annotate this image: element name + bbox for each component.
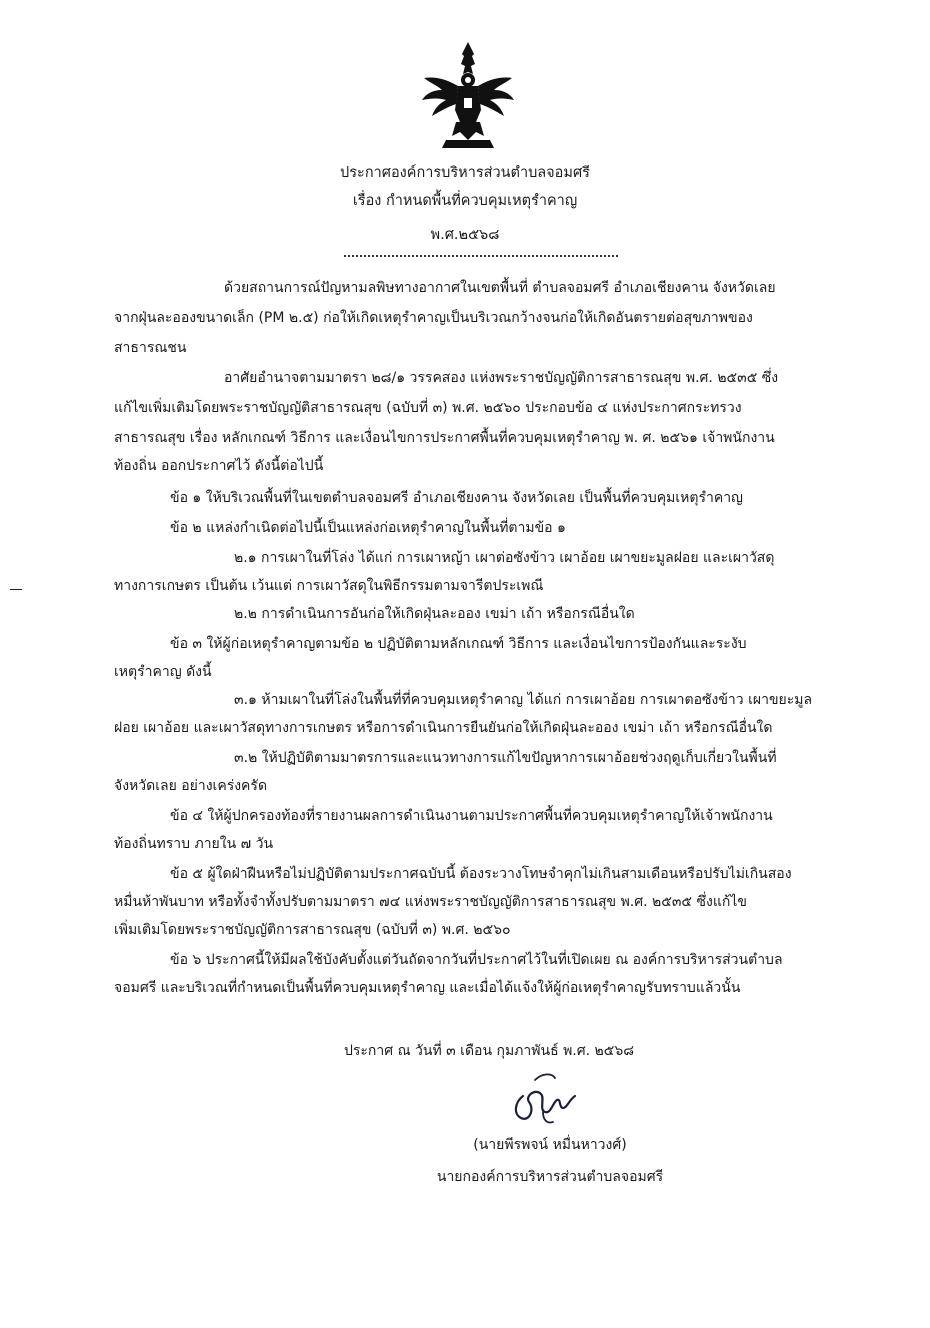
body-line: หมื่นห้าพันบาท หรือทั้งจำทั้งปรับตามมาตรา ๗๔ แห่งพระราชบัญญัติการสาธารณสุข พ.ศ. ๒๕๓๕ ซึ่งแก้ไข xyxy=(114,894,747,910)
body-line: สาธารณชน xyxy=(114,340,187,356)
body-line: อาศัยอำนาจตามมาตรา ๒๘/๑ วรรคสอง แห่งพระราชบัญญัติการสาธารณสุข พ.ศ. ๒๕๓๕ ซึ่ง xyxy=(224,370,779,386)
clause-5: ข้อ ๕ ผู้ใดฝ่าฝืนหรือไม่ปฏิบัติตามประกาศฉบับนี้ ต้องระวางโทษจำคุกไม่เกินสามเดือนหรือปรับไม่เกินสอง xyxy=(170,866,792,882)
body-line: ท้องถิ่นทราบ ภายใน ๗ วัน xyxy=(114,836,274,852)
clause-2-2: ๒.๒ การดำเนินการอันก่อให้เกิดฝุ่นละออง เขม่า เถ้า หรือกรณีอื่นใด xyxy=(234,606,635,622)
announcement-year: พ.ศ.๒๕๖๘ xyxy=(430,227,500,243)
body-line: จอมศรี และบริเวณที่กำหนดเป็นพื้นที่ควบคุมเหตุรำคาญ และเมื่อได้แจ้งให้ผู้ก่อเหตุรำคาญรับทราบแล้วนั้น xyxy=(114,980,741,996)
announcement-date: ประกาศ ณ วันที่ ๓ เดือน กุมภาพันธ์ พ.ศ. ๒๕๖๘ xyxy=(344,1043,635,1059)
clause-3: ข้อ ๓ ให้ผู้ก่อเหตุรำคาญตามข้อ ๒ ปฏิบัติตามหลักเกณฑ์ วิธีการ และเงื่อนไขการป้องกันและระงับ xyxy=(170,636,747,652)
garuda-emblem-icon xyxy=(418,40,518,152)
body-line: ทางการเกษตร เป็นต้น เว้นแต่ การเผาวัสดุในพิธีกรรมตามจารีตประเพณี xyxy=(114,578,544,594)
handwritten-signature xyxy=(505,1066,585,1128)
clause-4: ข้อ ๔ ให้ผู้ปกครองท้องที่รายงานผลการดำเนินงานตามประกาศพื้นที่ควบคุมเหตุรำคาญให้เจ้าพนักงาน xyxy=(170,808,773,824)
signer-name: (นายพีรพจน์ หมื่นหาวงศ์) xyxy=(473,1137,627,1153)
announcement-title: ประกาศองค์การบริหารส่วนตำบลจอมศรี xyxy=(340,165,590,181)
clause-6: ข้อ ๖ ประกาศนี้ให้มีผลใช้บังคับตั้งแต่วันถัดจากวันที่ประกาศไว้ในที่เปิดเผย ณ องค์การบริหารส่วนตำบล xyxy=(170,952,783,968)
clause-2-1: ๒.๑ การเผาในที่โล่ง ได้แก่ การเผาหญ้า เผาต่อซังข้าว เผาอ้อย เผาขยะมูลฝอย และเผาวัสดุ xyxy=(234,550,775,566)
clause-3-2: ๓.๒ ให้ปฏิบัติตามมาตรการและแนวทางการแก้ไขปัญหาการเผาอ้อยช่วงฤดูเก็บเกี่ยวในพื้นที่ xyxy=(234,750,777,766)
body-line: เพิ่มเติมโดยพระราชบัญญัติการสาธารณสุข (ฉบับที่ ๓) พ.ศ. ๒๕๖๐ xyxy=(114,922,511,938)
announcement-subject: เรื่อง กำหนดพื้นที่ควบคุมเหตุรำคาญ xyxy=(352,193,578,209)
body-line: จากฝุ่นละอองขนาดเล็ก (PM ๒.๕) ก่อให้เกิดเหตุรำคาญเป็นบริเวณกว้างจนก่อให้เกิดอันตรายต่อสุขภาพของ xyxy=(114,310,753,326)
margin-mark xyxy=(10,589,22,590)
body-line: เหตุรำคาญ ดังนี้ xyxy=(114,664,212,680)
body-line: ท้องถิ่น ออกประกาศไว้ ดังนี้ต่อไปนี้ xyxy=(114,458,324,474)
body-line: สาธารณสุข เรื่อง หลักเกณฑ์ วิธีการ และเงื่อนไขการประกาศพื้นที่ควบคุมเหตุรำคาญ พ. ศ. ๒๕๖๑ เจ้าพนักงาน xyxy=(114,430,775,446)
body-line: ฝอย เผาอ้อย และเผาวัสดุทางการเกษตร หรือการดำเนินการยืนยันก่อให้เกิดฝุ่นละออง เขม่า เถ้า หรือกรณีอื่นใด xyxy=(114,720,773,736)
body-line: แก้ไขเพิ่มเติมโดยพระราชบัญญัติสาธารณสุข (ฉบับที่ ๓) พ.ศ. ๒๕๖๐ ประกอบข้อ ๔ แห่งประกาศกระทรวง xyxy=(114,400,742,416)
clause-3-1: ๓.๑ ห้ามเผาในที่โล่งในพื้นที่ที่ควบคุมเหตุรำคาญ ได้แก่ การเผาอ้อย การเผาตอซังข้าว เผาขยะมูล xyxy=(234,692,813,708)
clause-2: ข้อ ๒ แหล่งกำเนิดต่อไปนี้เป็นแหล่งก่อเหตุรำคาญในพื้นที่ตามข้อ ๑ xyxy=(170,520,566,536)
body-line: จังหวัดเลย อย่างเคร่งครัด xyxy=(114,778,268,794)
signer-position: นายกองค์การบริหารส่วนตำบลจอมศรี xyxy=(436,1169,664,1185)
clause-1: ข้อ ๑ ให้บริเวณพื้นที่ในเขตตำบลจอมศรี อำเภอเชียงคาน จังหวัดเลย เป็นพื้นที่ควบคุมเหตุรำคาญ xyxy=(170,490,743,506)
body-line: ด้วยสถานการณ์ปัญหามลพิษทางอากาศในเขตพื้นที่ ตำบลจอมศรี อำเภอเชียงคาน จังหวัดเลย xyxy=(224,280,776,296)
dotted-divider xyxy=(344,255,618,257)
